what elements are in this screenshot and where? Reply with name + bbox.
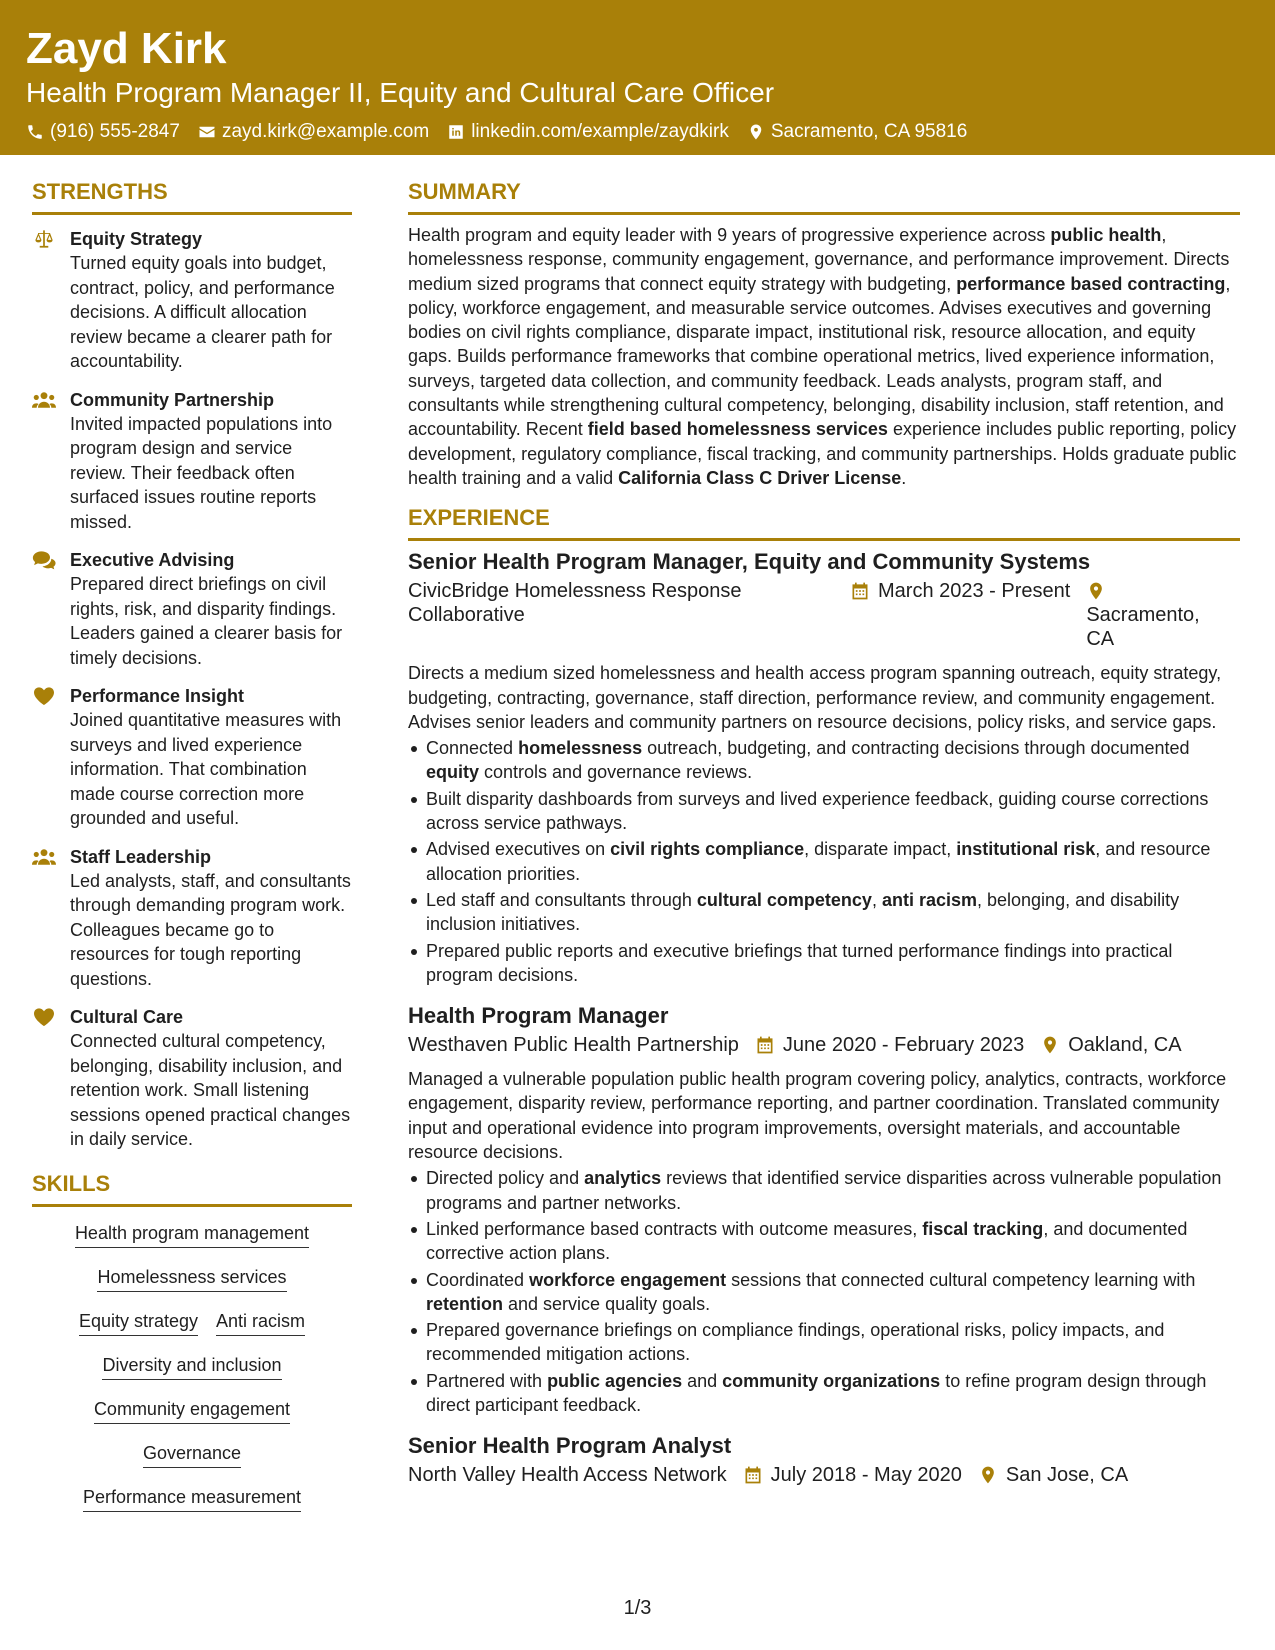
contact-location bbox=[747, 120, 967, 144]
contact-phone[interactable] bbox=[26, 120, 180, 144]
skill-tag: Homelessness services bbox=[97, 1265, 286, 1292]
job-dates: March 2023 - Present bbox=[850, 579, 1070, 603]
calendar-icon bbox=[743, 1465, 763, 1485]
strengths-list bbox=[32, 227, 352, 1152]
heart-icon bbox=[32, 1005, 70, 1152]
job-org: North Valley Health Access Network bbox=[408, 1464, 727, 1487]
bullet-item: Coordinated workforce engagement sessions that connected cultural competency learning with retention and service quality goals. bbox=[408, 1268, 1240, 1317]
strength-desc: Turned equity goals into budget, contract, policy, and performance decisions. A difficult allocation review became a clearer path for accountability. bbox=[70, 253, 335, 371]
scale-icon bbox=[32, 227, 70, 374]
job-location: San Jose, CA bbox=[978, 1463, 1128, 1487]
skill-tag: Health program management bbox=[75, 1221, 309, 1248]
jobs-list bbox=[408, 547, 1240, 1487]
linkedin-text: linkedin.com/example/zaydkirk bbox=[471, 121, 729, 142]
strength-title: Cultural Care bbox=[70, 1007, 184, 1027]
bullet-item: Advised executives on civil rights compliance, disparate impact, institutional risk, and resource allocation priorities. bbox=[408, 837, 1240, 886]
right-column bbox=[408, 178, 1240, 1487]
skill-tag: Diversity and inclusion bbox=[102, 1353, 281, 1380]
strength-item bbox=[32, 1005, 352, 1152]
job-title: Health Program Manager bbox=[408, 1003, 669, 1029]
skills-heading: SKILLS bbox=[32, 1170, 352, 1207]
strength-title: Executive Advising bbox=[70, 550, 235, 570]
strength-title: Staff Leadership bbox=[70, 846, 212, 867]
strength-desc: Invited impacted populations into program design and service review. Their feedback often surfaced issues routine reports missed. bbox=[70, 413, 333, 532]
summary-text: Health program and equity leader with 9 years of progressive experience across public health, homelessness response, community engagement, governance, and performance improvement. Directs medium sized programs that connect equity strategy with budgeting, performance based contracting, policy, workforce engagement, and measurable service outcomes. Advises executives and governing bodies on civil rights compliance, disparate impact, institutional risk, resource allocation, and equity gaps. Builds performance frameworks that combine operational metrics, lived experience information, surveys, targeted data collection, and community feedback. Leads analysts, program staff, and consultants while strengthening cultural competency, belonging, disability inclusion, staff retention, and accountability. Recent field based homelessness services experience includes public reporting, policy development, regulatory compliance, fiscal tracking, and community partnerships. Holds graduate public health training and a valid California Class C Driver License. bbox=[408, 225, 1237, 488]
map-pin-icon bbox=[978, 1465, 998, 1485]
skill-tag: Performance measurement bbox=[83, 1485, 301, 1512]
job-dates: July 2018 - May 2020 bbox=[743, 1463, 962, 1487]
strength-item bbox=[32, 548, 352, 670]
comments-icon bbox=[32, 548, 70, 670]
phone-icon bbox=[26, 123, 44, 141]
bullet-item: Prepared governance briefings on compliance findings, operational risks, policy impacts, and recommended mitigation actions. bbox=[408, 1318, 1240, 1367]
bullet-item: Linked performance based contracts with outcome measures, fiscal tracking, and documented corrective action plans. bbox=[408, 1217, 1240, 1266]
job-location: Oakland, CA bbox=[1040, 1033, 1181, 1057]
map-pin-icon bbox=[747, 123, 765, 141]
job-meta bbox=[408, 1463, 1240, 1487]
contact-bar bbox=[26, 120, 1249, 144]
bullet-item: Led staff and consultants through cultural competency, anti racism, belonging, and disability inclusion initiatives. bbox=[408, 888, 1240, 937]
strength-title: Equity Strategy bbox=[70, 229, 203, 249]
strength-title: Performance Insight bbox=[70, 686, 245, 706]
job-entry bbox=[408, 547, 1240, 987]
job-org: Westhaven Public Health Partnership bbox=[408, 1034, 739, 1057]
skill-row bbox=[94, 1397, 290, 1424]
candidate-name: Zayd Kirk bbox=[26, 24, 227, 73]
skill-row bbox=[79, 1309, 305, 1336]
linkedin-icon bbox=[447, 123, 465, 141]
candidate-title: Health Program Manager II, Equity and Cultural Care Officer bbox=[26, 77, 775, 108]
users-icon bbox=[32, 845, 70, 992]
bullet-item: Partnered with public agencies and community organizations to refine program design through direct participant feedback. bbox=[408, 1369, 1240, 1418]
job-dates: June 2020 - February 2023 bbox=[755, 1033, 1024, 1057]
contact-linkedin[interactable] bbox=[447, 120, 729, 144]
email-text: zayd.kirk@example.com bbox=[221, 121, 430, 142]
contact-email[interactable] bbox=[198, 120, 429, 144]
skill-row bbox=[102, 1353, 281, 1380]
location-text: Sacramento, CA 95816 bbox=[770, 121, 968, 142]
job-location: Sacramento, CA bbox=[1086, 579, 1196, 651]
strength-item bbox=[32, 388, 352, 535]
envelope-icon bbox=[198, 123, 216, 141]
left-column bbox=[32, 178, 352, 1529]
skill-row bbox=[75, 1221, 309, 1248]
bullet-item: Connected homelessness outreach, budgeting, and contracting decisions through documented equity controls and governance reviews. bbox=[408, 736, 1240, 785]
skill-row bbox=[97, 1265, 286, 1292]
resume-header bbox=[0, 0, 1275, 155]
map-pin-icon bbox=[1040, 1035, 1060, 1055]
skill-row bbox=[143, 1441, 241, 1468]
job-entry bbox=[408, 1001, 1240, 1417]
strength-item bbox=[32, 227, 352, 374]
calendar-icon bbox=[755, 1035, 775, 1055]
strength-item bbox=[32, 845, 352, 992]
job-meta bbox=[408, 579, 1240, 651]
job-bullets bbox=[408, 1166, 1240, 1417]
job-title: Senior Health Program Manager, Equity and Community Systems bbox=[408, 549, 1091, 575]
heart-icon bbox=[32, 684, 70, 831]
strength-title: Community Partnership bbox=[70, 389, 275, 410]
strength-desc: Led analysts, staff, and consultants through demanding program work. Colleagues became go to resources for tough reporting questions. bbox=[70, 870, 351, 989]
strengths-heading: STRENGTHS bbox=[32, 178, 352, 215]
skills-list bbox=[32, 1221, 352, 1529]
job-description: Managed a vulnerable population public health program covering policy, analytics, contracts, workforce engagement, disparity review, performance reporting, and partner coordination. Translated community input and operational evidence into program improvements, oversight materials, and accountable resource decisions. bbox=[408, 1069, 1227, 1163]
strength-desc: Joined quantitative measures with surveys and lived experience information. That combination made course correction more grounded and useful. bbox=[70, 710, 342, 828]
page-number: 1/3 bbox=[623, 1597, 652, 1619]
job-bullets bbox=[408, 736, 1240, 987]
bullet-item: Directed policy and analytics reviews that identified service disparities across vulnerable population programs and partner networks. bbox=[408, 1166, 1240, 1215]
phone-text: (916) 555-2847 bbox=[50, 121, 180, 142]
skill-tag: Governance bbox=[143, 1441, 241, 1468]
job-meta bbox=[408, 1033, 1240, 1057]
skill-tag: Anti racism bbox=[216, 1309, 305, 1336]
calendar-icon bbox=[850, 581, 870, 601]
job-title: Senior Health Program Analyst bbox=[408, 1433, 732, 1459]
users-icon bbox=[32, 388, 70, 535]
strength-item bbox=[32, 684, 352, 831]
skill-tag: Equity strategy bbox=[79, 1309, 198, 1336]
skill-row bbox=[83, 1485, 301, 1512]
job-org: CivicBridge Homelessness Response Collaborative bbox=[408, 580, 742, 627]
strength-desc: Connected cultural competency, belonging, disability inclusion, and retention work. Small listening sessions opened practical changes in daily service. bbox=[70, 1031, 351, 1149]
job-description: Directs a medium sized homelessness and health access program spanning outreach, equity strategy, budgeting, contracting, governance, staff direction, performance review, and community engagement. Advises senior leaders and community partners on resource decisions, policy risks, and service gaps. bbox=[408, 663, 1222, 732]
skill-tag: Community engagement bbox=[94, 1397, 290, 1424]
experience-heading: EXPERIENCE bbox=[408, 504, 1240, 541]
bullet-item: Prepared public reports and executive briefings that turned performance findings into practical program decisions. bbox=[408, 939, 1240, 988]
bullet-item: Built disparity dashboards from surveys and lived experience feedback, guiding course corrections across service pathways. bbox=[408, 787, 1240, 836]
job-entry bbox=[408, 1431, 1240, 1487]
summary-heading: SUMMARY bbox=[408, 178, 1240, 215]
strength-desc: Prepared direct briefings on civil rights, risk, and disparity findings. Leaders gained a clearer basis for timely decisions. bbox=[70, 574, 343, 668]
